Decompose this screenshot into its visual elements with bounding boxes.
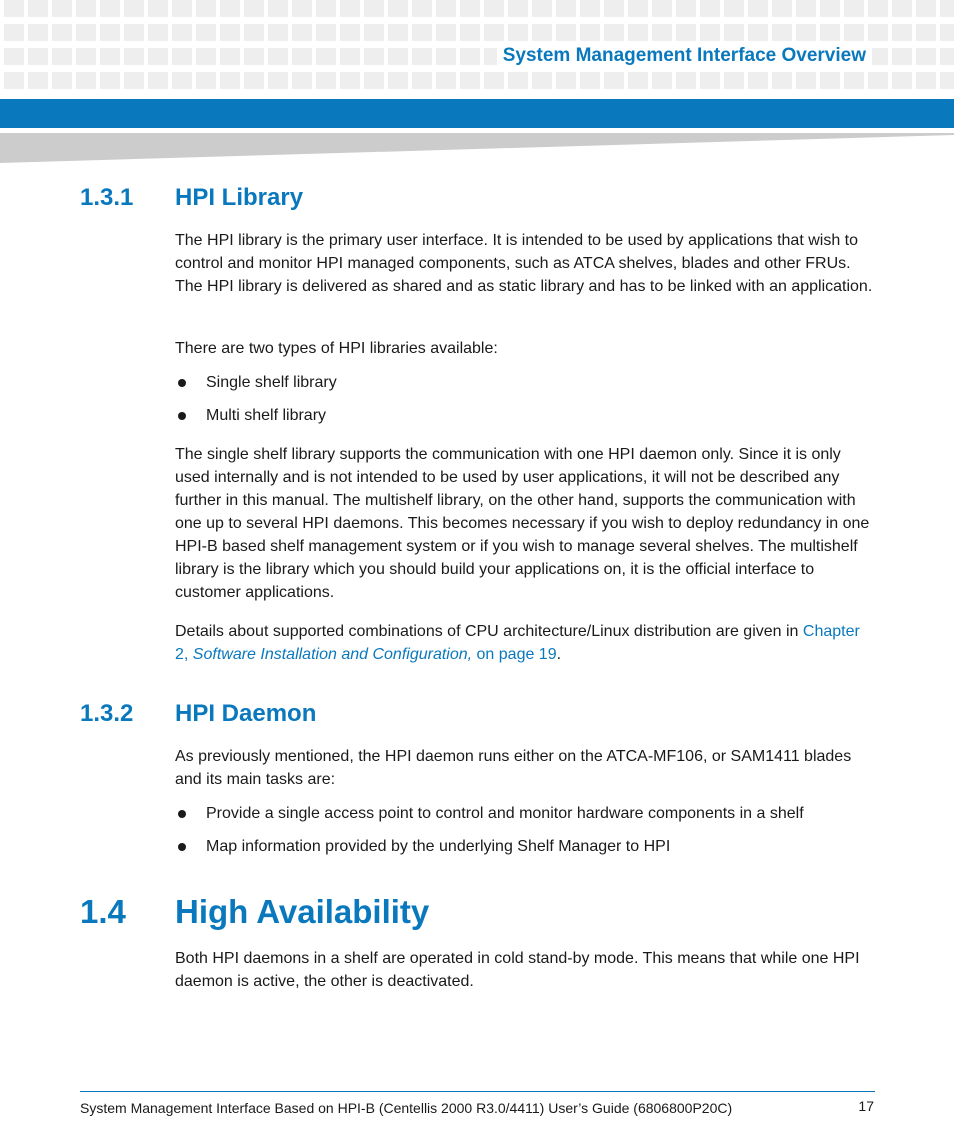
paragraph: Both HPI daemons in a shelf are operated in cold stand-by mode. This means that while one HPI daemon is active, the other is deactivated. [175,950,860,990]
section-number: 1.3.2 [80,700,134,727]
running-header-title: System Management Interface Overview [497,43,872,69]
section-title: High Availability [175,893,430,930]
section-number: 1.4 [80,893,126,930]
bullet-icon [178,843,186,851]
paragraph: As previously mentioned, the HPI daemon runs either on the ATCA-MF106, or SAM1411 blades and its main tasks are: [175,748,852,788]
bullet-icon [178,810,186,818]
paragraph: Details about supported combinations of CPU architecture/Linux distribution are given in Chapter 2, Software Installation and Configuration, on page 19. [175,623,860,663]
page-number: 17 [858,1098,874,1114]
cross-reference-link[interactable]: Chapter 2, Software Installation and Configuration, on page 19 [175,623,860,663]
section-number: 1.3.1 [80,184,134,211]
section-title: HPI Daemon [175,700,317,727]
header-grey-wedge [0,133,954,163]
paragraph: The single shelf library supports the communication with one HPI daemon only. Since it is only used internally and is not intended to be used by user applications, it will not be described any further in this manual. The multishelf library, on the other hand, supports the communication with one up to several HPI daemons. This becomes necessary if you wish to deploy redundancy in one HPI-B based shelf management system or if you wish to manage several shelves. The multishelf library is the library which you should build your applications on, it is the official interface to customer applications. [175,446,870,601]
paragraph: The HPI library is the primary user interface. It is intended to be used by applications that wish to control and monitor HPI managed components, such as ATCA shelves, blades and other FRUs. The HPI library is delivered as shared and as static library and has to be linked with an application. [175,232,873,295]
section-title: HPI Library [175,184,304,211]
footer-divider [80,1091,875,1092]
paragraph: There are two types of HPI libraries available: [175,340,498,357]
bullet-icon [178,412,186,420]
bullet-icon [178,379,186,387]
footer-document-title: System Management Interface Based on HPI-B (Centellis 2000 R3.0/4411) User’s Guide (6806800P20C) [80,1100,733,1116]
header-blue-bar [0,99,954,128]
